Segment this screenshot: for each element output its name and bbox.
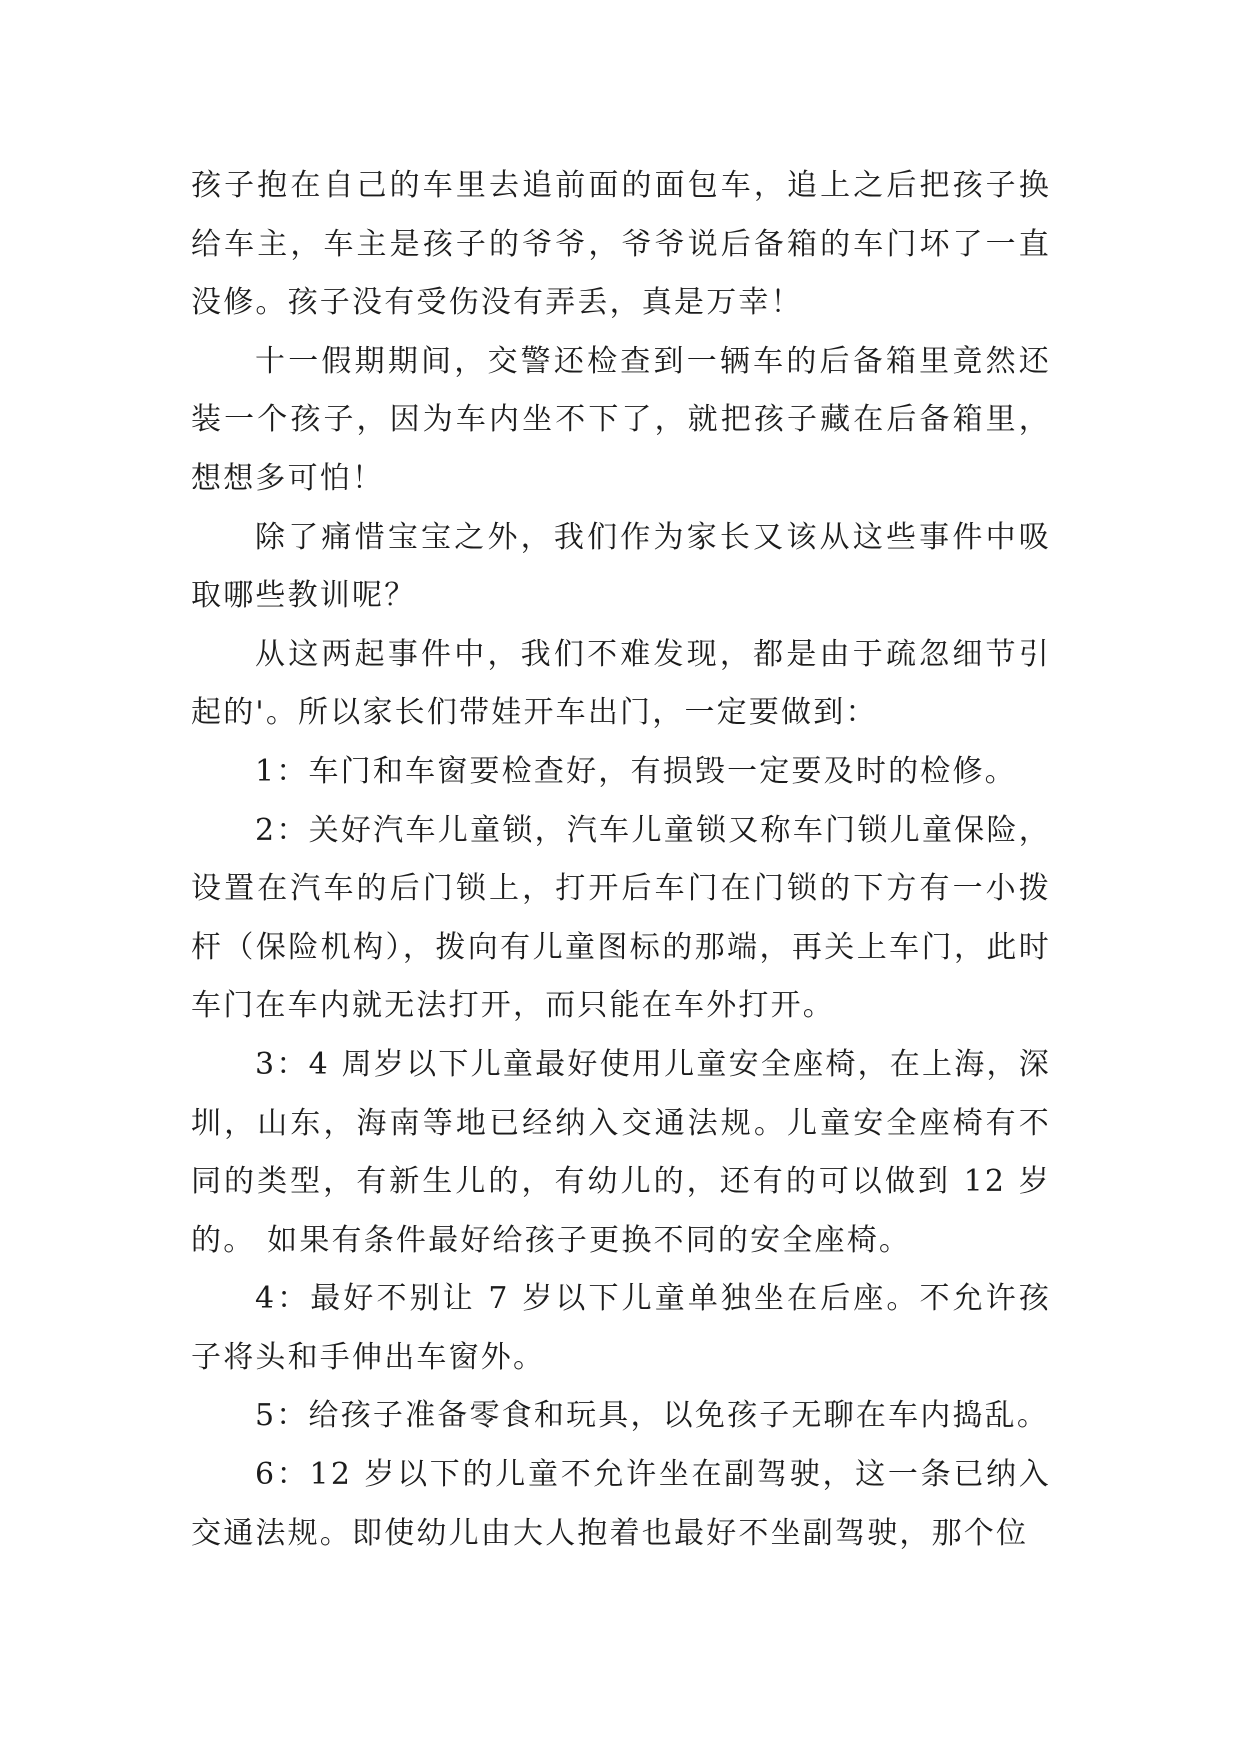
paragraph: 3：4 周岁以下儿童最好使用儿童安全座椅，在上海，深圳，山东，海南等地已经纳入交通法规。儿童安全座椅有不同的类型，有新生儿的，有幼儿的，还有的可以做到 12 岁的。 如果有条件最好给孩子更换不同的安全座椅。 (191, 1046, 1051, 1258)
paragraph: 孩子抱在自己的车里去追前面的面包车，追上之后把孩子换给车主，车主是孩子的爷爷，爷爷说后备箱的车门坏了一直没修。孩子没有受伤没有弄丢，真是万幸！ (191, 168, 1051, 321)
paragraph: 从这两起事件中，我们不难发现，都是由于疏忽细节引起的'。所以家长们带娃开车出门，一定要做到： (191, 636, 1051, 731)
paragraph: 4：最好不别让 7 岁以下儿童单独坐在后座。不允许孩子将头和手伸出车窗外。 (191, 1281, 1051, 1375)
document-body (191, 157, 1051, 1563)
paragraph: 5：给孩子准备零食和玩具，以免孩子无聊在车内捣乱。 (255, 1398, 1050, 1434)
paragraph: 2：关好汽车儿童锁，汽车儿童锁又称车门锁儿童保险，设置在汽车的后门锁上，打开后车门在门锁的下方有一小拨杆（保险机构），拨向有儿童图标的那端，再关上车门，此时车门在车内就无法打开，而只能在车外打开。 (191, 812, 1051, 1024)
paragraph: 1：车门和车窗要检查好，有损毁一定要及时的检修。 (255, 753, 1017, 789)
paragraph: 除了痛惜宝宝之外，我们作为家长又该从这些事件中吸取哪些教训呢？ (191, 519, 1051, 614)
paragraph: 十一假期期间，交警还检查到一辆车的后备箱里竟然还装一个孩子，因为车内坐不下了，就把孩子藏在后备箱里，想想多可怕！ (191, 343, 1051, 496)
paragraph: 6：12 岁以下的儿童不允许坐在副驾驶，这一条已纳入交通法规。即使幼儿由大人抱着也最好不坐副驾驶，那个位 (191, 1457, 1051, 1551)
